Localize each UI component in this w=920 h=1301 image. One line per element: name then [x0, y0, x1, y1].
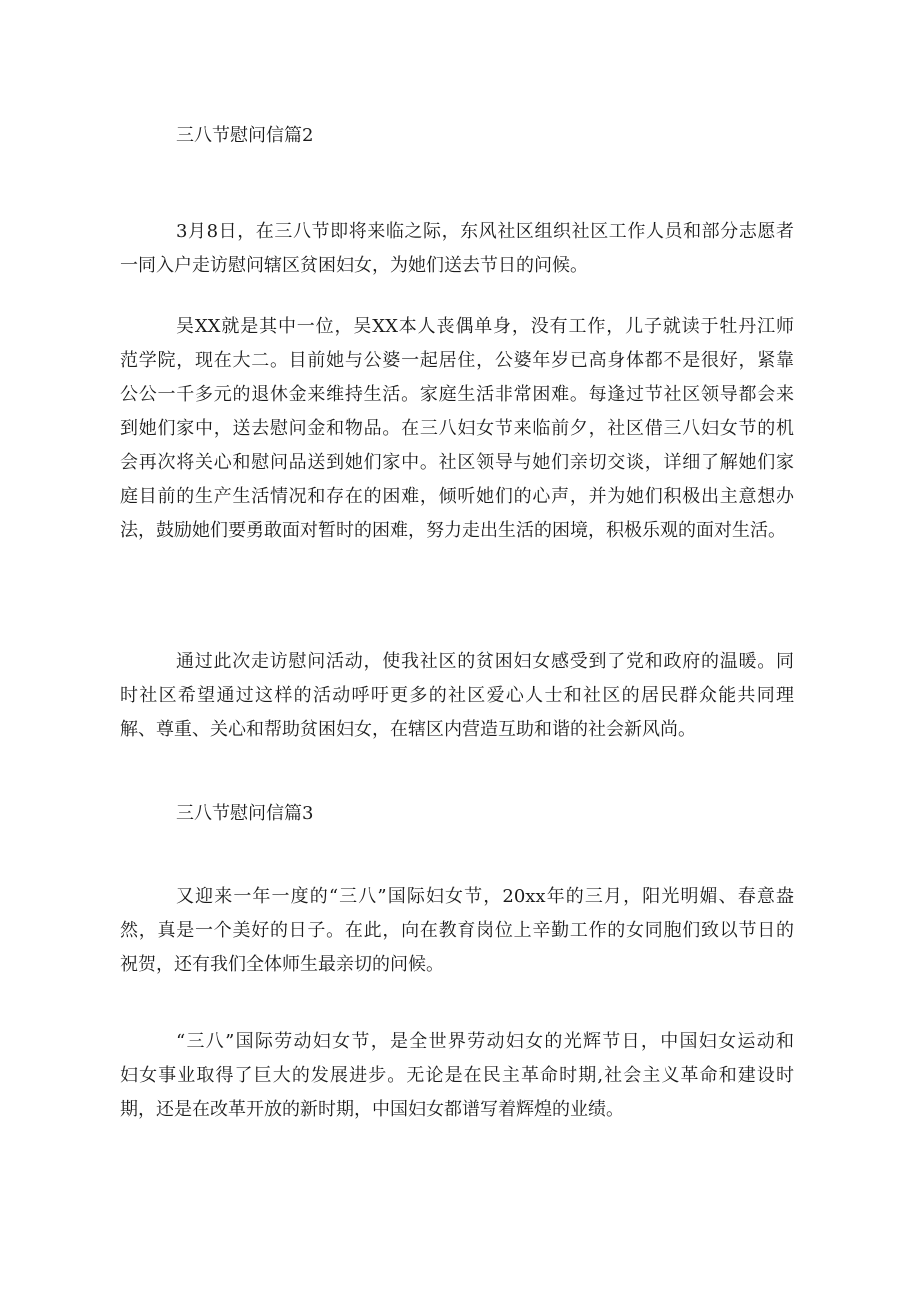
- paragraph-line: 公公一千多元的退休金来维持生活。家庭生活非常困难。每逢过节社区领导都会来: [120, 384, 794, 405]
- paragraph-line: 通过此次走访慰问活动，使我社区的贫困妇女感受到了党和政府的温暖。同: [176, 651, 794, 672]
- paragraph: [120, 880, 794, 982]
- paragraph-line: 到她们家中，送去慰问金和物品。在三八妇女节来临前夕，社区借三八妇女节的机: [120, 418, 794, 439]
- paragraph-line: 3月8日，在三八节即将来临之际，东风社区组织社区工作人员和部分志愿者: [176, 221, 794, 242]
- paragraph: [120, 310, 794, 548]
- paragraph-line: 然，真是一个美好的日子。在此，向在教育岗位上辛勤工作的女同胞们致以节日的: [120, 920, 794, 941]
- paragraph-line: 妇女事业取得了巨大的发展进步。无论是在民主革命时期,社会主义革命和建设时: [120, 1065, 794, 1086]
- paragraph: [120, 215, 794, 283]
- section-heading: 三八节慰问信篇3: [176, 803, 314, 824]
- paragraph-line: 庭目前的生产生活情况和存在的困难，倾听她们的心声，并为她们积极出主意想办: [120, 486, 794, 507]
- paragraph: [120, 645, 794, 747]
- paragraph-line: 法，鼓励她们要勇敢面对暂时的困难，努力走出生活的困境，积极乐观的面对生活。: [120, 520, 786, 541]
- paragraph-line: 会再次将关心和慰问品送到她们家中。社区领导与她们亲切交谈，详细了解她们家: [120, 452, 794, 473]
- paragraph-line: 期，还是在改革开放的新时期，中国妇女都谱写着辉煌的业绩。: [120, 1099, 624, 1120]
- paragraph: [120, 1025, 794, 1127]
- paragraph-line: 又迎来一年一度的“三八”国际妇女节，20xx年的三月，阳光明媚、春意盎: [176, 886, 794, 907]
- paragraph-line: 时社区希望通过这样的活动呼吁更多的社区爱心人士和社区的居民群众能共同理: [120, 685, 794, 706]
- paragraph-line: 祝贺，还有我们全体师生最亲切的问候。: [120, 954, 444, 975]
- paragraph-line: 一同入户走访慰问辖区贫困妇女，为她们送去节日的问候。: [120, 255, 588, 276]
- paragraph-line: “三八”国际劳动妇女节，是全世界劳动妇女的光辉节日，中国妇女运动和: [176, 1031, 794, 1052]
- paragraph-line: 范学院，现在大二。目前她与公婆一起居住，公婆年岁已高身体都不是很好，紧靠: [120, 350, 794, 371]
- section-heading: 三八节慰问信篇2: [176, 125, 314, 146]
- paragraph-line: 解、尊重、关心和帮助贫困妇女，在辖区内营造互助和谐的社会新风尚。: [120, 719, 696, 740]
- paragraph-line: 吴XX就是其中一位，吴XX本人丧偶单身，没有工作，儿子就读于牡丹江师: [176, 316, 794, 337]
